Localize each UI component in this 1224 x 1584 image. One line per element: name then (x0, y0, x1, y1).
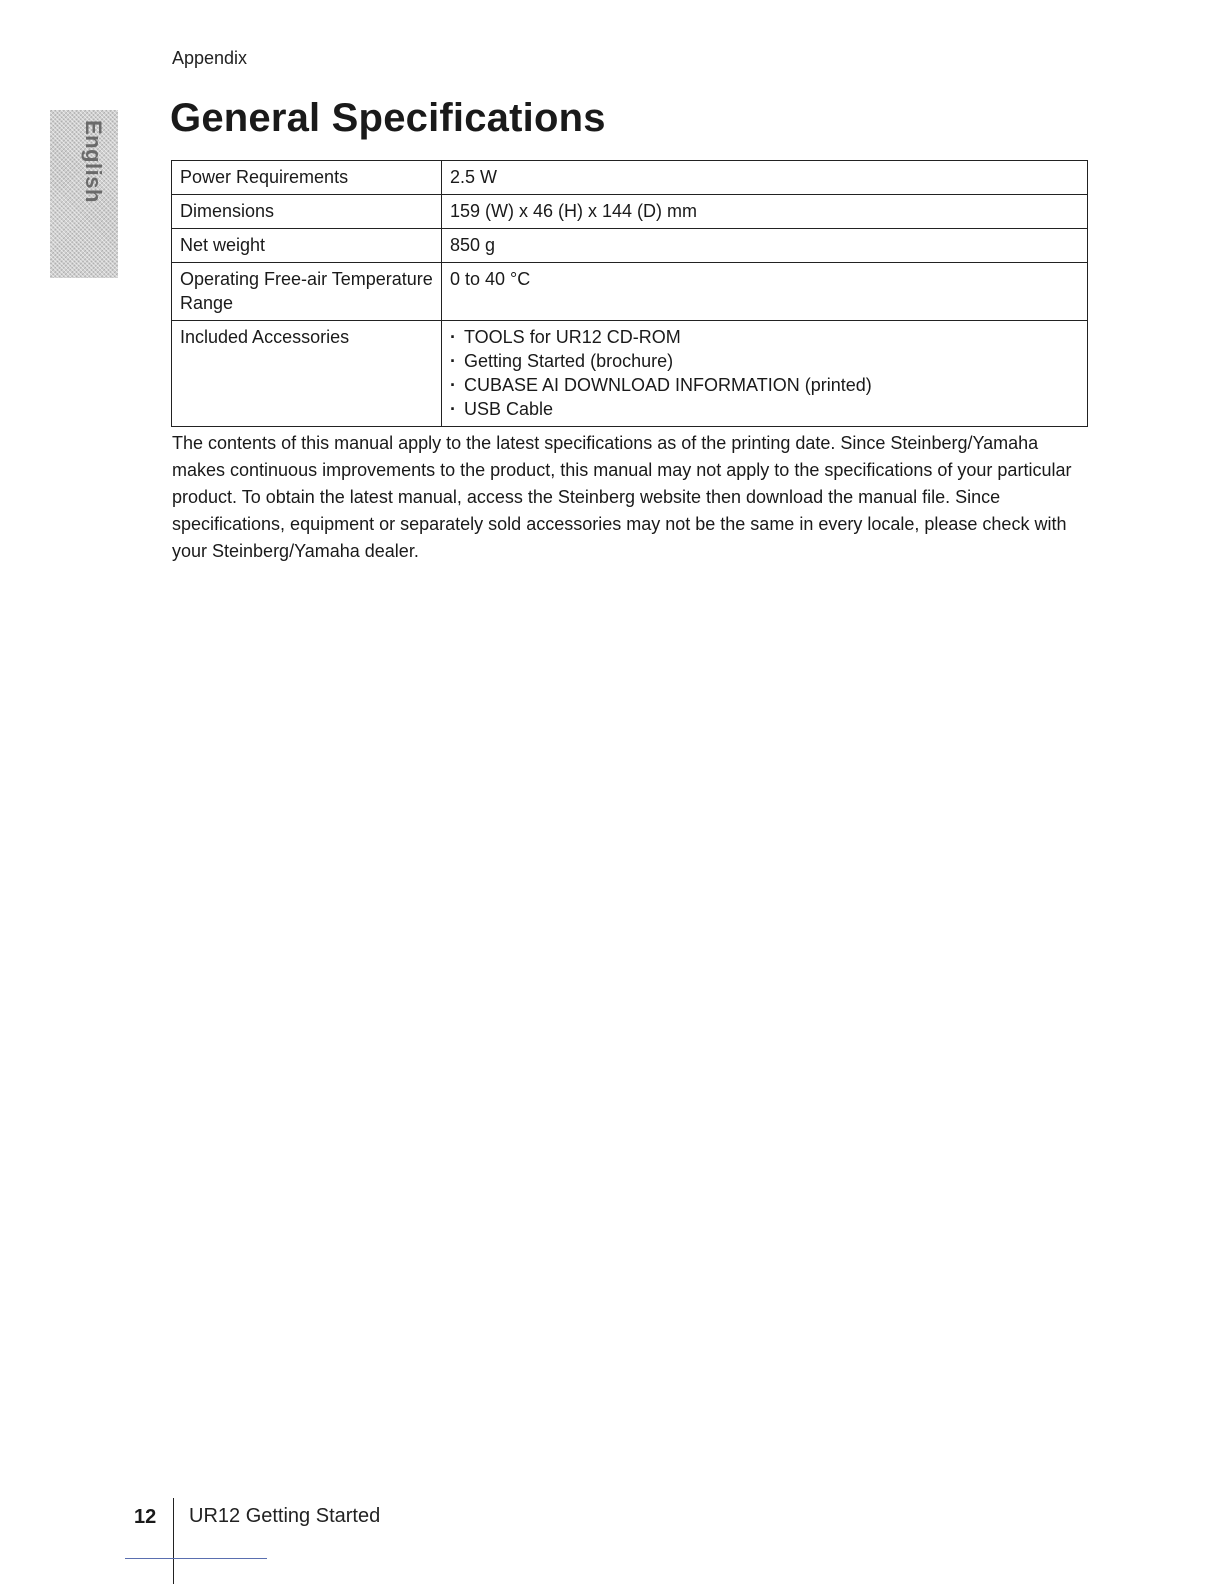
list-item: · TOOLS for UR12 CD-ROM (450, 325, 1079, 349)
language-tab-label: English (81, 120, 106, 203)
footer-divider (173, 1498, 174, 1584)
spec-label: Net weight (172, 229, 442, 263)
table-row (172, 321, 1088, 427)
footer-rule (125, 1558, 267, 1559)
table-row (172, 229, 1088, 263)
spec-value: 2.5 W (442, 161, 1088, 195)
list-item: · CUBASE AI DOWNLOAD INFORMATION (printed) (450, 373, 1079, 397)
spec-label: Dimensions (172, 195, 442, 229)
section-label: Appendix (172, 48, 248, 68)
table-row (172, 263, 1088, 321)
page-number: 12 (134, 1506, 157, 1528)
spec-table (171, 160, 1088, 427)
table-row (172, 195, 1088, 229)
note-paragraph: The contents of this manual apply to the latest specifications as of the printing date. Since Steinberg/Yamaha makes continuous improvements to the product, this manual may not apply to the specifications of your particular product. To obtain the latest manual, access the Steinberg website then download the manual file. Since specifications, equipment or separately sold accessories may not be the same in every locale, please check with your Steinberg/Yamaha dealer. (172, 433, 1072, 561)
spec-label: Operating Free-air Temperature Range (172, 263, 442, 321)
spec-value (442, 321, 1088, 427)
accessory-list (450, 325, 1079, 421)
spec-value: 159 (W) x 46 (H) x 144 (D) mm (442, 195, 1088, 229)
footer-title: UR12 Getting Started (189, 1505, 381, 1527)
spec-value: 0 to 40 °C (442, 263, 1088, 321)
list-item: · USB Cable (450, 397, 1079, 421)
spec-value: 850 g (442, 229, 1088, 263)
spec-label: Power Requirements (172, 161, 442, 195)
spec-label: Included Accessories (172, 321, 442, 427)
page-title: General Specifications (170, 96, 606, 140)
table-row (172, 161, 1088, 195)
list-item: · Getting Started (brochure) (450, 349, 1079, 373)
